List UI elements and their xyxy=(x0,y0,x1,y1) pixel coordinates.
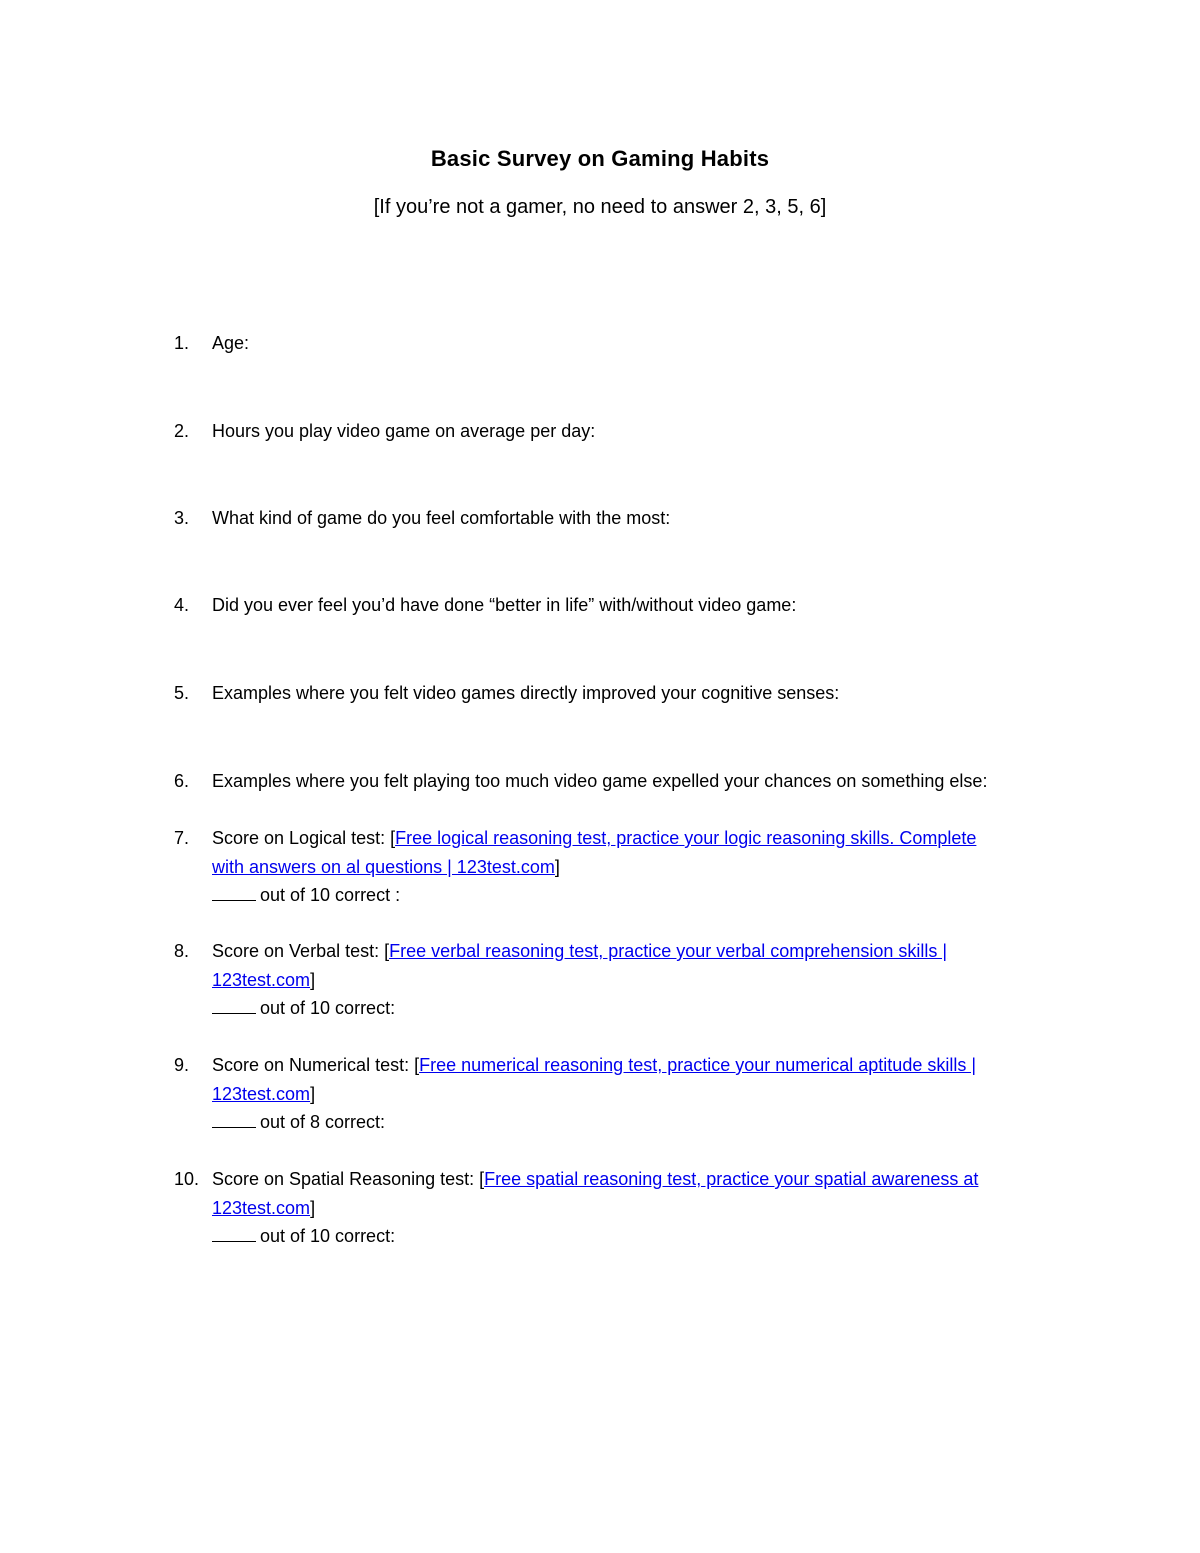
question-number: 4. xyxy=(174,595,190,615)
question-suffix: ] xyxy=(554,856,560,877)
question-prefix: Score on Logical test: [ xyxy=(212,828,396,848)
numerical-test-link[interactable]: Free numerical reasoning test, practice your numerical aptitude skills | xyxy=(419,1055,977,1075)
question-number: 5. xyxy=(174,683,190,703)
verbal-test-link-continued[interactable]: 123test.com xyxy=(212,969,311,990)
score-text: out of 8 correct: xyxy=(260,1112,386,1132)
question-10 xyxy=(174,1165,1074,1251)
question-text: Age: xyxy=(212,333,250,353)
question-2 xyxy=(174,417,1074,446)
question-5 xyxy=(174,679,1074,708)
question-number: 1. xyxy=(174,333,190,353)
logical-test-link[interactable]: Free logical reasoning test, practice your logic reasoning skills. Complete xyxy=(395,828,977,848)
question-7 xyxy=(174,824,1074,910)
question-number: 2. xyxy=(174,421,190,441)
question-3 xyxy=(174,504,1074,533)
question-number: 7. xyxy=(174,828,190,848)
question-prefix: Score on Spatial Reasoning test: [ xyxy=(212,1169,485,1189)
question-number: 9. xyxy=(174,1055,190,1075)
score-blank xyxy=(212,999,256,1014)
spatial-test-link[interactable]: Free spatial reasoning test, practice your spatial awareness at xyxy=(484,1169,979,1189)
score-text: out of 10 correct: xyxy=(260,998,396,1018)
question-8 xyxy=(174,937,1074,1023)
question-text: Examples where you felt playing too much video game expelled your chances on something else: xyxy=(212,771,988,791)
spatial-test-link-continued[interactable]: 123test.com xyxy=(212,1197,311,1218)
question-number: 8. xyxy=(174,941,190,961)
question-prefix: Score on Numerical test: [ xyxy=(212,1055,420,1075)
question-text: Examples where you felt video games directly improved your cognitive senses: xyxy=(212,683,840,703)
logical-test-link-continued[interactable]: with answers on al questions | 123test.com xyxy=(212,856,555,877)
question-4 xyxy=(174,591,1074,620)
verbal-test-link[interactable]: Free verbal reasoning test, practice your verbal comprehension skills | xyxy=(389,941,948,961)
question-1 xyxy=(174,329,1074,358)
question-number: 6. xyxy=(174,771,190,791)
question-9 xyxy=(174,1051,1074,1137)
question-suffix: ] xyxy=(310,1083,316,1104)
question-suffix: ] xyxy=(310,969,316,990)
document-title: Basic Survey on Gaming Habits xyxy=(430,146,770,171)
score-text: out of 10 correct: xyxy=(260,1226,396,1246)
score-blank xyxy=(212,1113,256,1128)
question-6 xyxy=(174,767,1074,796)
question-prefix: Score on Verbal test: [ xyxy=(212,941,390,961)
question-suffix: ] xyxy=(310,1197,316,1218)
question-text: Hours you play video game on average per day: xyxy=(212,421,596,441)
question-text: Did you ever feel you’d have done “better in life” with/without video game: xyxy=(212,595,797,615)
question-number: 10. xyxy=(174,1169,200,1189)
question-number: 3. xyxy=(174,508,190,528)
score-text: out of 10 correct : xyxy=(260,885,401,905)
numerical-test-link-continued[interactable]: 123test.com xyxy=(212,1083,311,1104)
score-blank xyxy=(212,886,256,901)
document-subtitle: [If you’re not a gamer, no need to answer 2, 3, 5, 6] xyxy=(373,196,827,218)
question-text: What kind of game do you feel comfortable with the most: xyxy=(212,508,671,528)
score-blank xyxy=(212,1227,256,1242)
